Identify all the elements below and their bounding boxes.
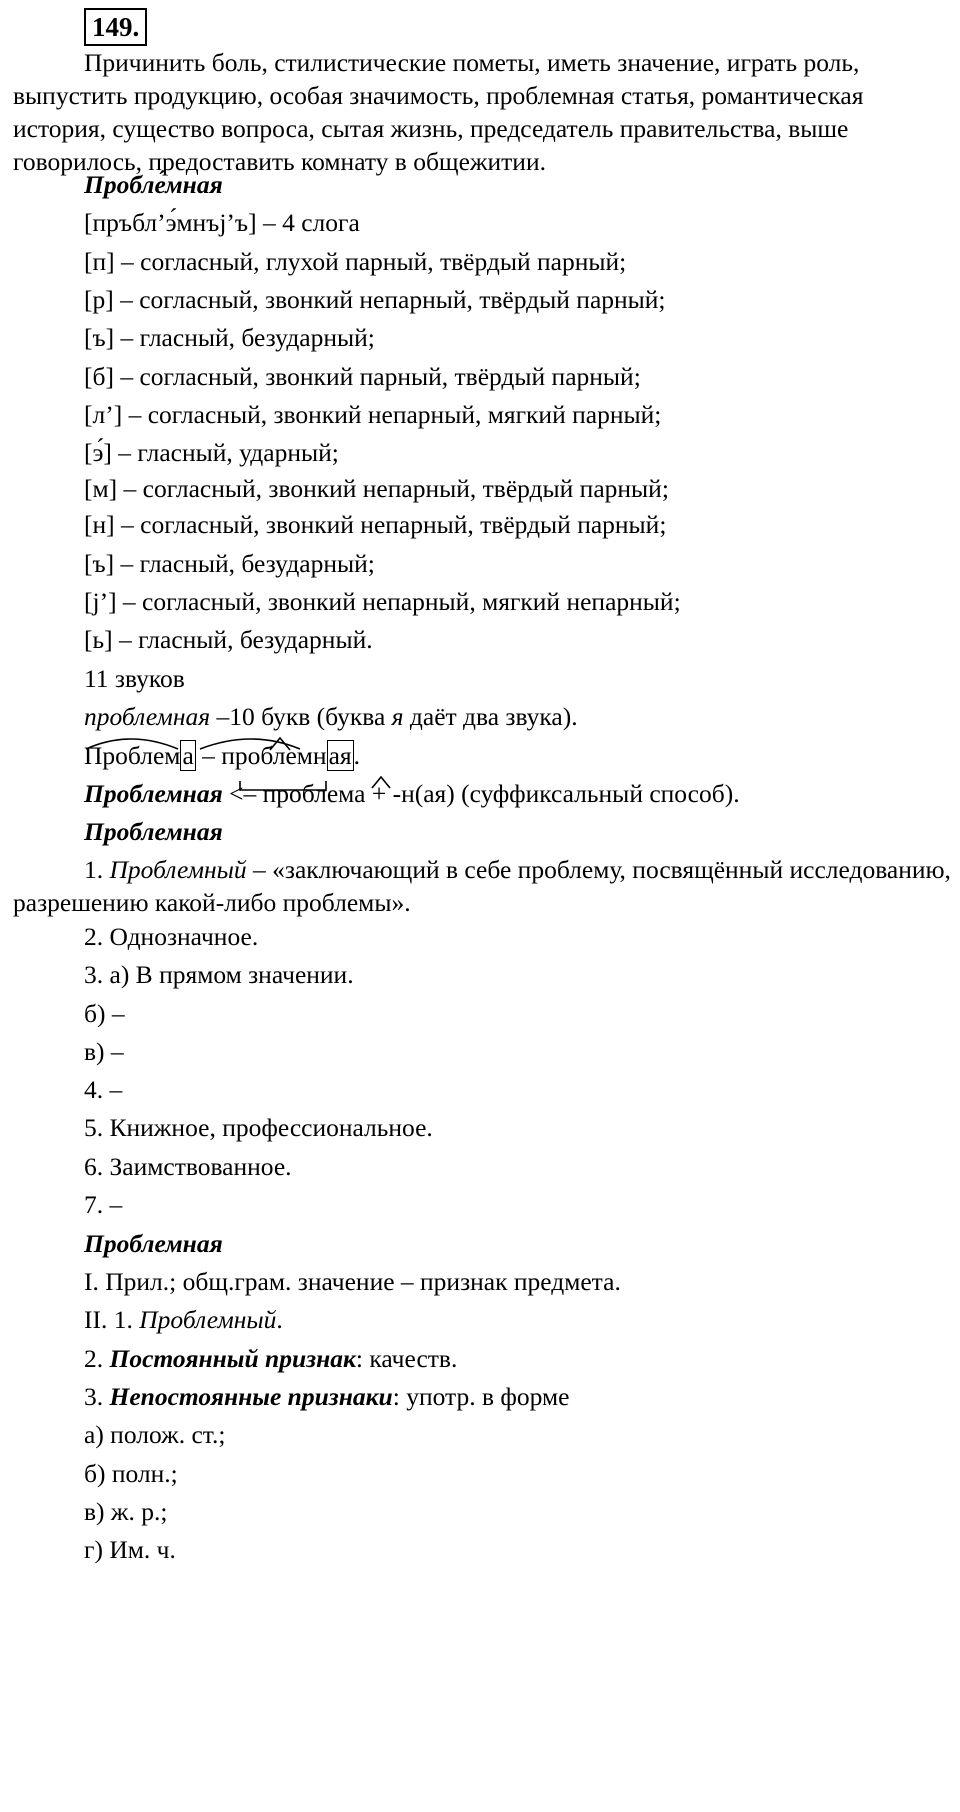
morphological-heading: Проблемная <box>84 1229 223 1258</box>
sound-line: [j’] – согласный, звонкий непарный, мягкий непарный; <box>84 587 681 616</box>
wf-word: Проблемная <box>84 779 223 808</box>
morph-line-2-word: Проблемный <box>139 1305 277 1334</box>
period: . <box>353 741 361 770</box>
ending-1: а <box>182 741 194 770</box>
wf-plus: + - <box>365 779 402 808</box>
sound-line: [м] – согласный, звонкий непарный, твёрдый парный; <box>84 474 669 503</box>
wf-ending: (ая) <box>414 779 455 808</box>
lexical-item: 6. Заимствованное. <box>84 1152 292 1181</box>
intro-text: Причинить боль, стилистические пометы, иметь значение, играть роль, выпустить продукцию, особая значимость, проблемная статья, романтическая история, существо вопроса, сытая жизнь, председатель правительства, выше говорилось, предоставить комнату в общежитии. <box>13 48 864 176</box>
lexical-heading: Проблемная <box>84 817 223 846</box>
form-item: а) полож. ст.; <box>84 1420 226 1449</box>
wf-base-rest: а <box>354 779 366 808</box>
morph-line-1: I. Прил.; общ.грам. значение – признак предмета. <box>84 1267 621 1296</box>
sound-line: [л’] – согласный, звонкий непарный, мягкий парный; <box>84 400 662 429</box>
wf-base: проблем <box>262 779 355 808</box>
sounds-count: 11 звуков <box>84 664 185 693</box>
lexical-item: 3. а) В прямом значении. <box>84 960 354 989</box>
morph-line-4 <box>84 1382 569 1412</box>
dash: – <box>195 741 222 770</box>
form-item: в) ж. р.; <box>84 1497 168 1526</box>
lexical-item: в) – <box>84 1037 124 1066</box>
morph-line-2-num: II. 1. <box>84 1305 140 1334</box>
form-item: г) Им. ч. <box>84 1535 176 1564</box>
word-formation-line <box>84 779 740 809</box>
lexical-item-1 <box>13 853 953 919</box>
morph-line-3-num: 2. <box>84 1344 110 1373</box>
letters-word: проблемная <box>84 702 211 731</box>
variable-features-label: Непостоянные признаки <box>109 1382 393 1411</box>
lexical-item: 5. Книжное, профессиональное. <box>84 1113 433 1142</box>
morph-line-3-rest: : качеств. <box>355 1344 458 1373</box>
wf-method: (суффиксальный способ). <box>454 779 740 808</box>
form-item: б) полн.; <box>84 1459 178 1488</box>
morph-line-4-num: 3. <box>84 1382 110 1411</box>
root-1: Проблем <box>84 741 181 770</box>
root-arc-1 <box>86 739 178 749</box>
sound-line: [ь] – гласный, безударный. <box>84 625 373 654</box>
letters-end: даёт два звука). <box>403 702 578 731</box>
sound-line: [н] – согласный, звонкий непарный, твёрдый парный; <box>84 510 667 539</box>
lexical-item: 7. – <box>84 1190 123 1219</box>
morph-line-4-rest: : употр. в форме <box>392 1382 570 1411</box>
transcription: [пръбл’э́мнъj’ъ] – 4 слога <box>84 208 360 237</box>
lexical-item-1-def: – «заключающий в себе проблему, посвящённый исследованию, разрешению какой-либо проблемы». <box>13 855 951 917</box>
sound-line: [ъ] – гласный, безударный; <box>84 549 375 578</box>
wf-arrow: <– <box>222 779 263 808</box>
phonetic-heading: Пробле́мная <box>84 170 223 199</box>
constant-features-label: Постоянный признак <box>109 1344 356 1373</box>
sound-line: [ъ] – гласный, безударный; <box>84 323 375 352</box>
sound-line: [б] – согласный, звонкий парный, твёрдый парный; <box>84 362 641 391</box>
ending-2: ая <box>328 741 352 770</box>
morph-line-2-end: . <box>276 1305 283 1334</box>
lexical-item-1-word: Проблемный <box>109 855 247 884</box>
lexical-item: 2. Однозначное. <box>84 922 259 951</box>
lexical-item-1-num: 1. <box>84 855 110 884</box>
root-2: проблемн <box>221 741 327 770</box>
sound-line: [р] – согласный, звонкий непарный, твёрдый парный; <box>84 285 666 314</box>
wf-suffix: н <box>401 779 415 808</box>
morph-line-2 <box>84 1305 283 1335</box>
letters-ya: я <box>391 702 404 731</box>
lexical-item: б) – <box>84 999 125 1028</box>
exercise-number: 149. <box>84 8 147 46</box>
letters-text: –10 букв (буква <box>210 702 392 731</box>
sound-line: [э́] – гласный, ударный; <box>84 438 339 467</box>
sound-line: [п] – согласный, глухой парный, твёрдый парный; <box>84 247 627 276</box>
lexical-item: 4. – <box>84 1075 123 1104</box>
morph-line-3 <box>84 1344 457 1374</box>
